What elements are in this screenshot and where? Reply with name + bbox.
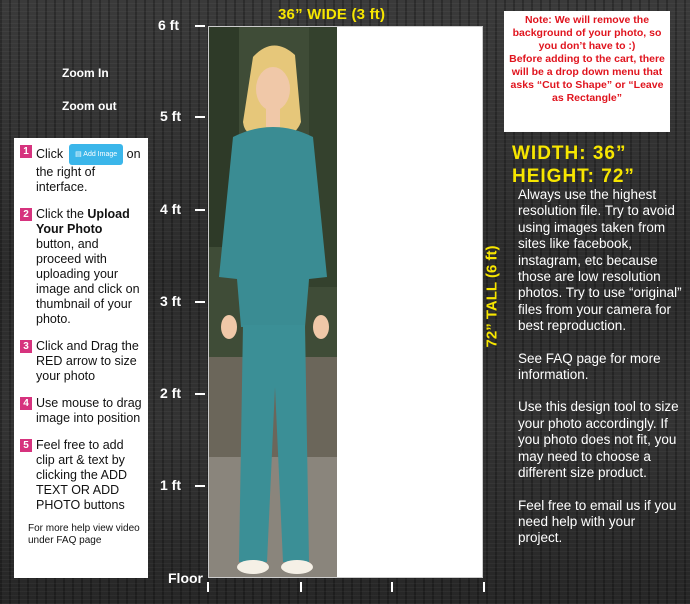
info-paragraph: Feel free to email us if you need help with your project. [518, 497, 677, 546]
uploaded-photo[interactable] [209, 27, 337, 578]
width-label: 36” WIDE (3 ft) [278, 6, 386, 23]
info-text [518, 187, 683, 563]
ruler-tick [195, 25, 205, 27]
person-photo-illustration [209, 27, 337, 578]
ruler-label-6ft: 6 ft [158, 17, 179, 33]
step-number: 2 [20, 208, 32, 221]
floor-label: Floor [168, 570, 203, 586]
ruler-tick [207, 582, 209, 592]
step-text: Click and Drag the RED arrow to size your photo [36, 339, 139, 383]
ruler-label-1ft: 1 ft [160, 477, 181, 493]
instructions-panel [14, 138, 148, 578]
note-line-1: Note: We will remove the background of your photo, so you don’t have to :) [512, 14, 662, 52]
step-text-bold: Upload Your Photo [36, 207, 130, 236]
step-text-part: on the right of interface. [36, 146, 141, 194]
height-label: 72” TALL (6 ft) [483, 245, 501, 348]
width-dimension: WIDTH: 36” [512, 143, 627, 164]
step-number: 5 [20, 439, 32, 452]
ruler-tick [195, 393, 205, 395]
step-text [36, 207, 142, 327]
step-text-part: Click the [36, 207, 88, 221]
background-removal-note [504, 11, 670, 132]
ruler-tick [195, 116, 205, 118]
step-text-part: button, and proceed with uploading your image and click on thumbnail of your photo. [36, 237, 140, 326]
dimensions-label [512, 142, 635, 188]
step-number: 3 [20, 340, 32, 353]
instruction-step-4 [20, 396, 142, 426]
height-dimension: HEIGHT: 72” [512, 166, 635, 187]
ruler-tick [391, 582, 393, 592]
zoom-out-button[interactable]: Zoom out [62, 99, 117, 113]
step-text-part: Click [36, 146, 64, 161]
step-number: 1 [20, 145, 32, 158]
add-image-button-label: Add Image [83, 151, 118, 158]
ruler-tick [483, 582, 485, 592]
step-number: 4 [20, 397, 32, 410]
ruler-label-3ft: 3 ft [160, 293, 181, 309]
ruler-tick [195, 485, 205, 487]
info-paragraph: See FAQ page for more information. [518, 350, 661, 383]
zoom-in-button[interactable]: Zoom In [62, 66, 109, 80]
ruler-label-2ft: 2 ft [160, 385, 181, 401]
info-paragraph: Always use the highest resolution file. Try to avoid using images taken from sites like facebook, instagram, etc because those are low resolution photos. Try to use “original” files from your camera for best reproduction. [518, 187, 682, 334]
note-line-2: Before adding to the cart, there will be a drop down menu that asks “Cut to Shape” or “Leave as Rectangle” [509, 53, 665, 104]
step-text [36, 144, 142, 195]
add-image-button[interactable]: ▤ Add Image [69, 144, 123, 165]
ruler-label-5ft: 5 ft [160, 108, 181, 124]
instruction-step-1 [20, 144, 142, 195]
step-text: Feel free to add clip art & text by clicking the ADD TEXT OR ADD PHOTO buttons [36, 438, 128, 512]
design-canvas[interactable] [208, 26, 483, 578]
ruler-label-4ft: 4 ft [160, 201, 181, 217]
ruler-tick [195, 301, 205, 303]
ruler-tick [195, 209, 205, 211]
info-paragraph: Use this design tool to size your photo accordingly. If you photo does not fit, you may need to choose a different size product. [518, 399, 679, 481]
instruction-step-3 [20, 339, 142, 384]
help-note: For more help view video under FAQ page [28, 523, 140, 546]
instruction-step-2 [20, 207, 142, 327]
step-text: Use mouse to drag image into position [36, 396, 142, 425]
instruction-step-5 [20, 438, 142, 513]
ruler-tick [300, 582, 302, 592]
